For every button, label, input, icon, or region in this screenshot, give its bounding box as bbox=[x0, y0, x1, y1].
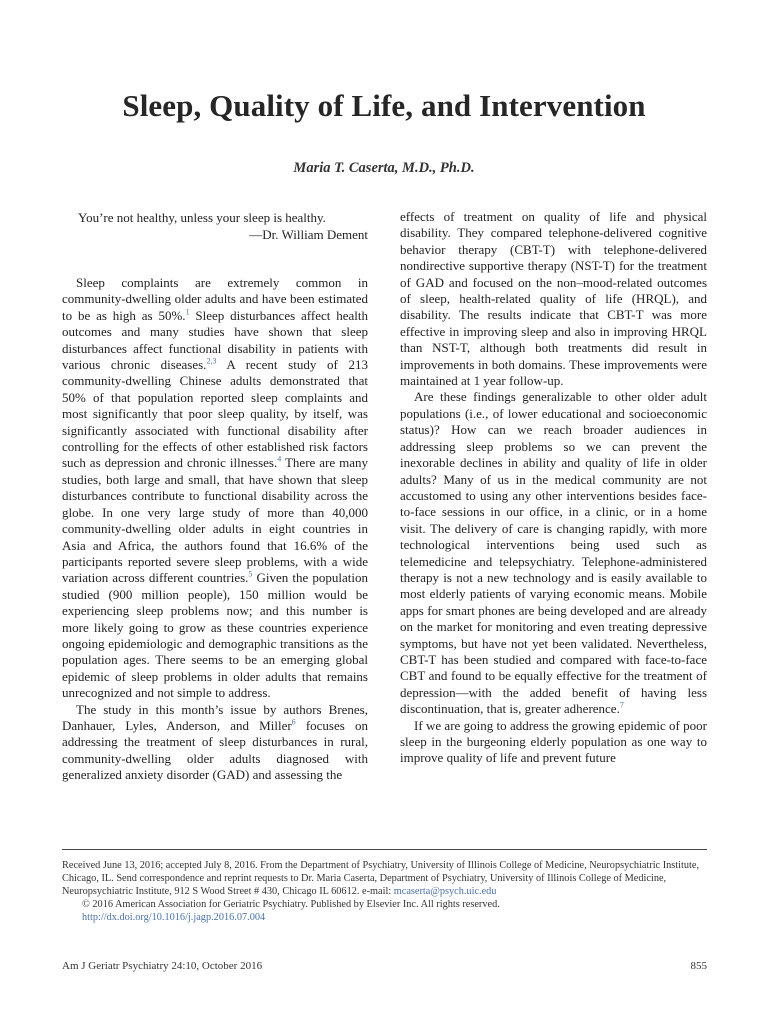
epigraph bbox=[62, 209, 368, 243]
reference-link[interactable]: 6 bbox=[291, 717, 296, 727]
text-run: focuses on addressing the treatment of sleep disturbances in rural, community-dwelling older adults diagnosed with generalized anxiety disorder (GAD) and assessing the bbox=[62, 717, 368, 783]
paragraph bbox=[400, 389, 707, 717]
page-number: 855 bbox=[690, 960, 707, 972]
text-run: Sleep complaints are extremely common in community-dwelling older adults and have been estimated to be as high as 50%. bbox=[62, 275, 368, 323]
paragraph bbox=[62, 702, 368, 784]
right-column bbox=[400, 209, 707, 767]
reference-link[interactable]: 1 bbox=[185, 307, 190, 317]
journal-citation: Am J Geriatr Psychiatry 24:10, October 2016 bbox=[62, 960, 263, 972]
text-run: Are these findings generalizable to other older adult populations (i.e., of lower educational and socioeconomic status)? How can we reach broader audiences in addressing sleep problems so we can prevent the inexorable declines in ability and quality of life in older adults? Many of us in the medical community are not accustomed to using any other interventions besides face-to-face sessions in our office, in a clinic, or in a home visit. The delivery of care is changing rapidly, with more technological interventions being used such as telemedicine and telepsychiatry. Telephone-administered therapy is not a new technology and is easily available to most elderly patients of varying economic means. Mobile apps for smart phones are being developed and are already on the market for monitoring and even treating depressive symptoms, but have not yet been validated. Nevertheless, CBT-T has been studied and compared with face-to-face CBT and found to be equally effective for the treatment of depression—with the added benefit of having less discontinuation, that is, greater adherence. bbox=[400, 389, 707, 717]
footnote bbox=[62, 859, 707, 924]
received-note bbox=[62, 859, 707, 898]
epigraph-quote: You’re not healthy, unless your sleep is healthy. bbox=[78, 210, 326, 225]
text-run: Sleep disturbances affect health outcomes and many studies have shown that sleep disturbances affect functional disability in patients with various chronic diseases. bbox=[62, 307, 368, 373]
paragraph bbox=[62, 275, 368, 702]
text-run: The study in this month’s issue by authors Brenes, Danhauer, Lyles, Anderson, and Miller bbox=[62, 701, 368, 733]
reference-link[interactable]: 4 bbox=[277, 455, 282, 465]
author-byline: Maria T. Caserta, M.D., Ph.D. bbox=[293, 160, 475, 176]
footnote-divider bbox=[62, 849, 707, 850]
text-run: A recent study of 213 community-dwelling Chinese adults demonstrated that 50% of that population reported sleep complaints and most significantly that poor sleep quality, by itself, was significantly associated with functional disability after controlling for the effects of other established risk factors such as depression and chronic illnesses. bbox=[62, 357, 368, 471]
left-column bbox=[62, 275, 368, 784]
article-title: Sleep, Quality of Life, and Intervention bbox=[122, 88, 646, 123]
reference-link[interactable]: 2,3 bbox=[206, 356, 217, 366]
reference-link[interactable]: 7 bbox=[619, 700, 624, 710]
email-link[interactable]: mcaserta@psych.uic.edu bbox=[393, 886, 497, 897]
reference-link[interactable]: 5 bbox=[248, 569, 253, 579]
doi-link[interactable]: http://dx.doi.org/10.1016/j.jagp.2016.07.004 bbox=[82, 912, 266, 923]
paragraph: If we are going to address the growing epidemic of poor sleep in the burgeoning elderly population as one way to improve quality of life and prevent future bbox=[400, 717, 707, 766]
text-run: Received June 13, 2016; accepted July 8, 2016. From the Department of Psychiatry, University of Illinois College of Medicine, Neuropsychiatric Institute, Chicago, IL. Send correspondence and reprint requests to Dr. Maria Caserta, Department of Psychiatry, University of Illinois College of Medicine, Neuropsychiatric Institute, 912 S Wood Street # 430, Chicago IL 60612. e-mail: bbox=[62, 860, 700, 897]
text-run: Given the population studied (900 million people), 150 million would be experiencing sleep problems now; and this number is more likely going to grow as these countries experience ongoing epidemiologic and demographic transitions as the population ages. There seems to be an emerging global epidemic of sleep problems in older adults that remains unrecognized and not simple to address. bbox=[62, 570, 368, 701]
paragraph: effects of treatment on quality of life and physical disability. They compared telephone-delivered cognitive behavior therapy (CBT-T) with telephone-delivered nondirective supportive therapy (NST-T) for the treatment of GAD and focused on the non–mood-related outcomes of sleep, health-related quality of life (HRQL), and disability. The results indicate that CBT-T was more effective in improving sleep and also in improving HRQL than NST-T, although both treatments did result in improvements in both domains. These improvements were maintained at 1 year follow-up. bbox=[400, 209, 707, 389]
epigraph-attribution: —Dr. William Dement bbox=[249, 227, 368, 242]
copyright-note: © 2016 American Association for Geriatric Psychiatry. Published by Elsevier Inc. All rights reserved. bbox=[82, 899, 500, 910]
text-run: There are many studies, both large and small, that have shown that sleep disturbances contribute to functional disability across the globe. In one very large study of more than 40,000 community-dwelling older adults in eight countries in Asia and Africa, the authors found that 16.6% of the participants reported severe sleep problems, with a wide variation across different countries. bbox=[62, 455, 369, 586]
